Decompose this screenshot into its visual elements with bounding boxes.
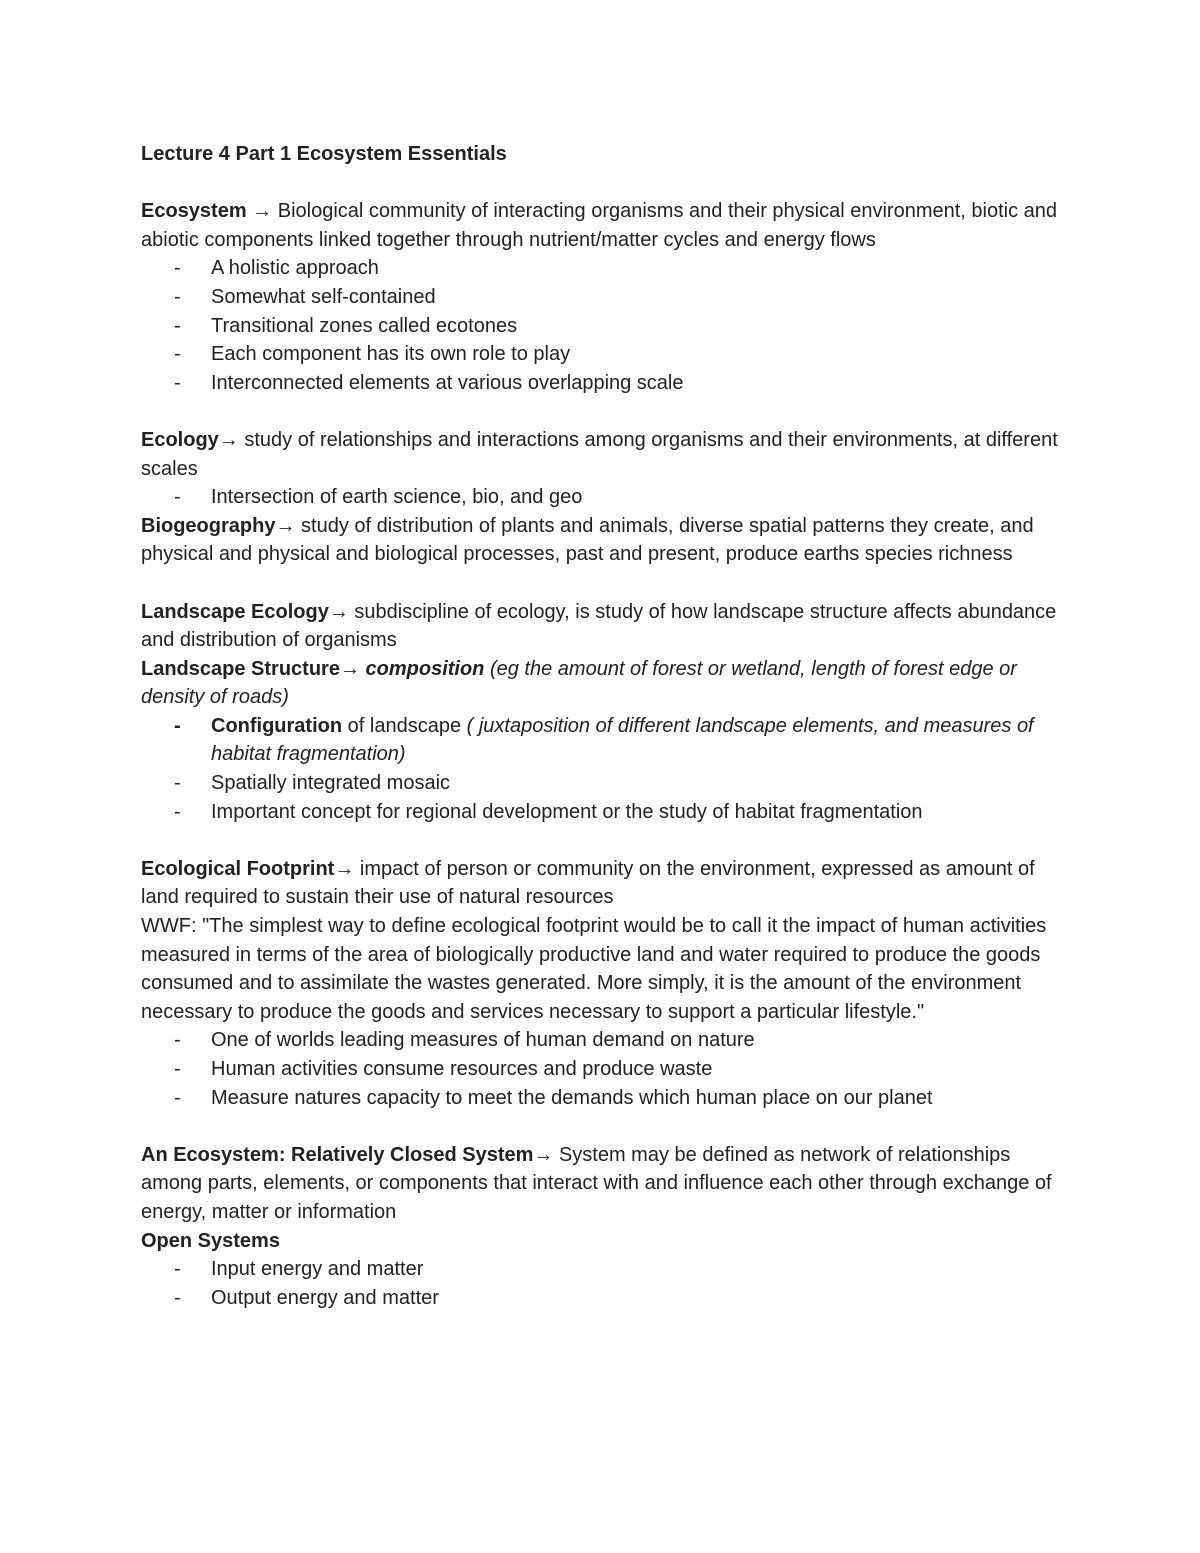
list-item: - Transitional zones called ecotones — [174, 314, 518, 337]
list-item: - One of worlds leading measures of human demand on nature — [174, 1029, 755, 1052]
landscape-structure-term: Landscape Structure→ — [141, 657, 366, 680]
open-systems-bullets — [141, 1255, 1061, 1312]
biogeography-definition — [141, 512, 1061, 569]
list-item: - Configuration of landscape ( juxtaposition of different landscape elements, and measures of habitat fragmentation) — [174, 714, 1034, 766]
document-title: Lecture 4 Part 1 Ecosystem Essentials — [141, 143, 507, 165]
composition-note: (eg the amount of forest or wetland, length of forest edge or density of roads) — [141, 657, 1017, 709]
list-item: - Human activities consume resources and produce waste — [174, 1058, 713, 1080]
ecosystem-def: → Biological community of interacting organisms and their physical environment, biotic and abiotic components linked together through nutrient/matter cycles and energy flows — [141, 200, 1058, 251]
footprint-bullets — [141, 1026, 1061, 1112]
landscape-structure-definition — [141, 655, 1061, 712]
ecology-definition — [141, 426, 1061, 483]
landscape-structure-bullets — [141, 712, 1061, 826]
ecology-bullets — [141, 483, 1061, 512]
landscape-ecology-def: → subdiscipline of ecology, is study of how landscape structure affects abundance and distribution of organisms — [141, 600, 1057, 652]
closed-system-term: An Ecosystem: Relatively Closed System — [141, 1143, 534, 1166]
list-item: - Input energy and matter — [174, 1258, 424, 1281]
list-item: - Each component has its own role to play — [174, 343, 571, 366]
list-item: - Somewhat self-contained — [174, 285, 436, 308]
ecosystem-term: Ecosystem — [141, 200, 247, 223]
ecology-def: → study of relationships and interactions among organisms and their environments, at different scales — [141, 428, 1058, 480]
footprint-def: → impact of person or community on the environment, expressed as amount of land required to sustain their use of natural resources — [141, 857, 1035, 909]
open-systems-heading: Open Systems — [141, 1229, 280, 1252]
closed-system-definition — [141, 1141, 1061, 1227]
list-item: - Measure natures capacity to meet the demands which human place on our planet — [174, 1086, 933, 1109]
landscape-ecology-term: Landscape Ecology — [141, 600, 329, 623]
list-item: - Intersection of earth science, bio, and geo — [174, 486, 583, 509]
ecology-term: Ecology — [141, 428, 219, 451]
list-item: - Important concept for regional development or the study of habitat fragmentation — [174, 800, 923, 823]
ecosystem-bullets — [141, 254, 1061, 397]
list-item: - Spatially integrated mosaic — [174, 772, 451, 795]
biogeography-def: → study of distribution of plants and animals, diverse spatial patterns they create, and physical and physical and biological processes, past and present, produce earths species richness — [141, 514, 1034, 566]
list-item: - A holistic approach — [174, 257, 379, 280]
list-item: - Output energy and matter — [174, 1286, 439, 1309]
document-page — [141, 140, 1061, 1312]
footprint-term: Ecological Footprint — [141, 857, 335, 880]
closed-system-def: → System may be defined as network of relationships among parts, elements, or components that interact with and influence each other through exchange of energy, matter or information — [141, 1143, 1052, 1223]
configuration-term: Configuration — [211, 714, 343, 737]
footprint-definition — [141, 855, 1061, 912]
biogeography-term: Biogeography — [141, 514, 276, 537]
landscape-ecology-definition — [141, 598, 1061, 655]
wwf-quote: WWF: "The simplest way to define ecological footprint would be to call it the impact of human activities measured in terms of the area of biologically productive land and water required to produce the goods consumed and to assimilate the wastes generated. More simply, it is the amount of the environment necessary to produce the goods and services necessary to support a particular lifestyle." — [141, 915, 1047, 1023]
composition-term: composition — [365, 657, 485, 680]
ecosystem-definition — [141, 197, 1061, 254]
list-item: - Interconnected elements at various overlapping scale — [174, 371, 684, 394]
